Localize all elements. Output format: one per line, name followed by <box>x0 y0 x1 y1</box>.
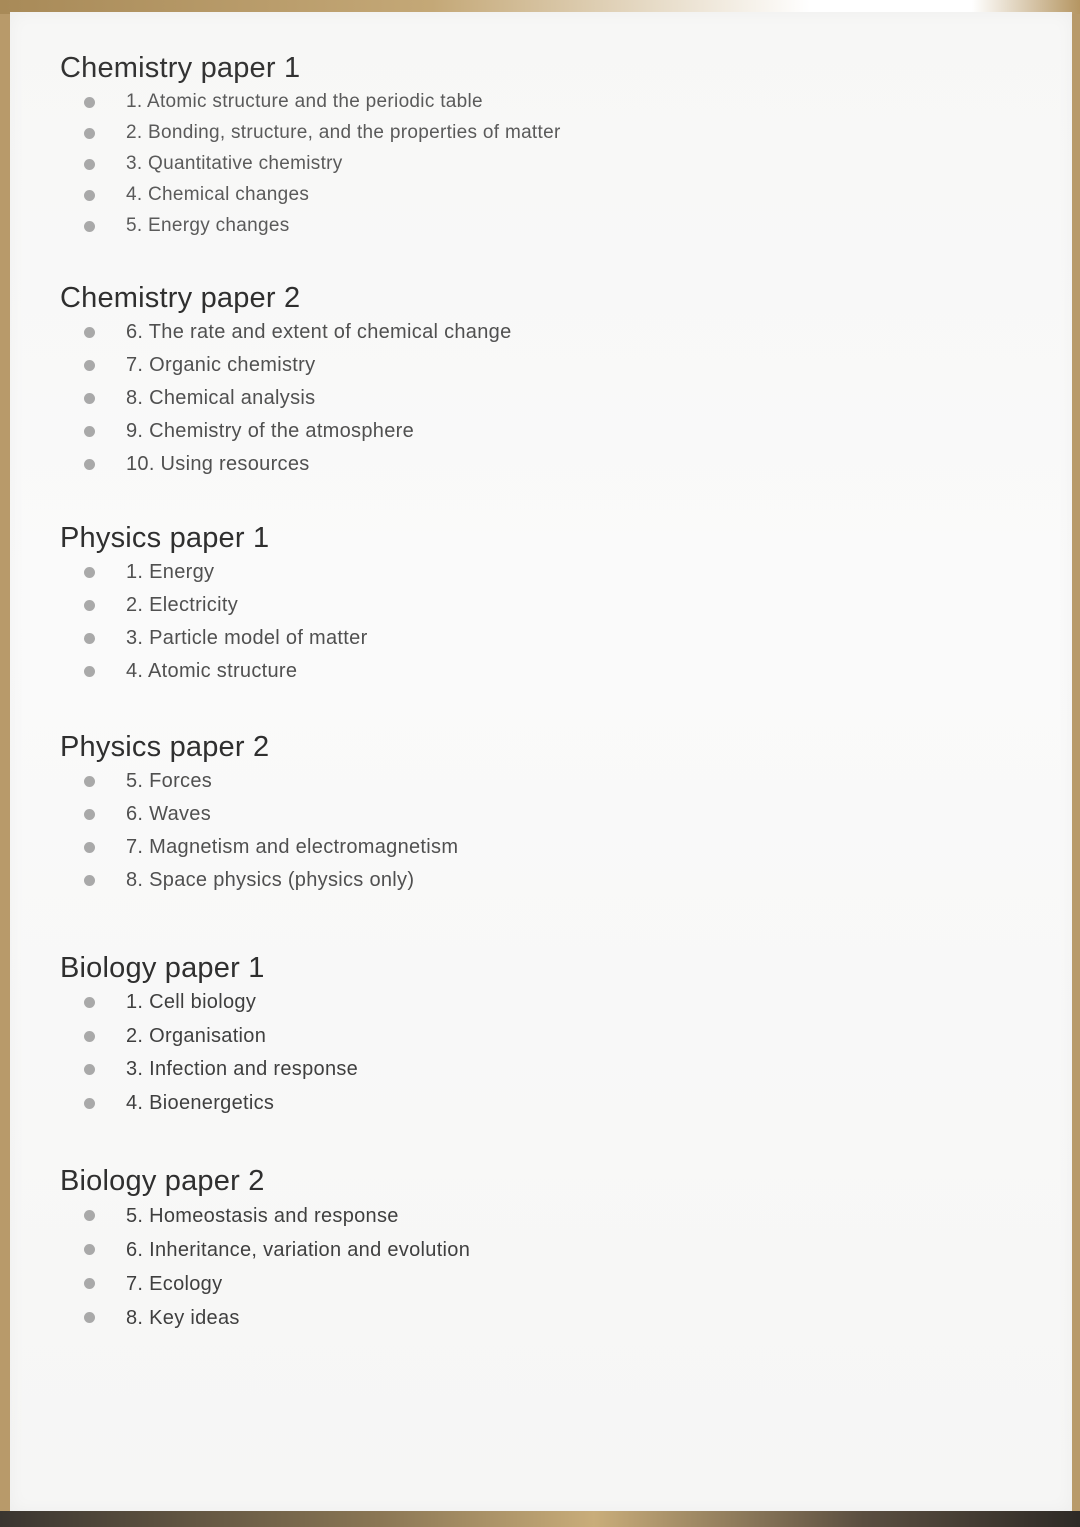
list-item <box>60 1087 358 1121</box>
list-item <box>60 655 368 688</box>
topic-label: 4. Chemical changes <box>126 184 310 205</box>
topic-label: 3. Particle model of matter <box>126 627 368 649</box>
list-item <box>60 798 458 831</box>
list-item <box>60 210 561 241</box>
bullet-icon <box>84 1031 95 1042</box>
bullet-icon <box>84 1064 95 1075</box>
bullet-icon <box>84 393 95 404</box>
list-item <box>60 415 512 448</box>
bullet-icon <box>84 97 95 108</box>
bullet-icon <box>84 327 95 338</box>
topic-label: 1. Cell biology <box>126 991 257 1013</box>
bullet-icon <box>84 1312 95 1323</box>
topic-list <box>60 316 512 481</box>
list-item <box>60 448 512 481</box>
bullet-icon <box>84 1210 95 1221</box>
bullet-icon <box>84 875 95 886</box>
list-item <box>60 1199 470 1233</box>
bullet-icon <box>84 666 95 677</box>
topic-label: 5. Forces <box>126 770 213 792</box>
bullet-icon <box>84 1098 95 1109</box>
list-item <box>60 117 561 148</box>
bullet-icon <box>84 633 95 644</box>
bullet-icon <box>84 221 95 232</box>
topic-label: 4. Atomic structure <box>126 660 298 682</box>
topic-label: 3. Quantitative chemistry <box>126 153 343 174</box>
topic-label: 2. Organisation <box>126 1024 267 1047</box>
photo-background-bottom <box>0 1511 1080 1527</box>
topic-label: 4. Bioenergetics <box>126 1091 275 1114</box>
topic-list <box>60 556 368 688</box>
topic-label: 2. Electricity <box>126 594 239 616</box>
bullet-icon <box>84 567 95 578</box>
list-item <box>60 556 368 589</box>
bullet-icon <box>84 1278 95 1289</box>
topic-label: 1. Atomic structure and the periodic table <box>126 91 483 112</box>
topic-label: 9. Chemistry of the atmosphere <box>126 420 415 442</box>
paper-sheet <box>10 12 1072 1512</box>
topic-label: 8. Key ideas <box>126 1307 240 1329</box>
topic-label: 2. Bonding, structure, and the properties of matter <box>126 122 561 143</box>
topic-label: 10. Using resources <box>126 453 310 475</box>
section-heading: Chemistry paper 1 <box>60 52 301 84</box>
list-item <box>60 622 368 655</box>
topic-label: 5. Homeostasis and response <box>126 1205 399 1227</box>
list-item <box>60 148 561 179</box>
list-item <box>60 1020 358 1054</box>
topic-label: 7. Ecology <box>126 1273 223 1295</box>
bullet-icon <box>84 459 95 470</box>
list-item <box>60 86 561 117</box>
bullet-icon <box>84 842 95 853</box>
bullet-icon <box>84 426 95 437</box>
list-item <box>60 349 512 382</box>
topic-label: 1. Energy <box>126 561 215 583</box>
topic-label: 6. Inheritance, variation and evolution <box>126 1239 471 1261</box>
topic-list <box>60 986 358 1120</box>
topic-label: 6. The rate and extent of chemical change <box>126 321 512 343</box>
topic-list <box>60 86 561 241</box>
bullet-icon <box>84 159 95 170</box>
topic-label: 8. Space physics (physics only) <box>126 869 415 891</box>
topic-list <box>60 765 458 897</box>
topic-label: 5. Energy changes <box>126 215 290 236</box>
section-physics-paper-1 <box>60 520 368 688</box>
list-item <box>60 589 368 622</box>
topic-label: 6. Waves <box>126 803 212 825</box>
section-heading: Biology paper 2 <box>60 1165 265 1197</box>
section-heading: Biology paper 1 <box>60 952 265 984</box>
section-biology-paper-1 <box>60 950 358 1120</box>
section-chemistry-paper-1 <box>60 50 561 241</box>
list-item <box>60 1233 470 1267</box>
section-chemistry-paper-2 <box>60 280 512 481</box>
bullet-icon <box>84 600 95 611</box>
list-item <box>60 1053 358 1087</box>
section-heading: Chemistry paper 2 <box>60 282 301 314</box>
list-item <box>60 1301 470 1335</box>
section-heading: Physics paper 1 <box>60 522 270 554</box>
topic-label: 3. Infection and response <box>126 1058 359 1080</box>
topic-label: 7. Magnetism and electromagnetism <box>126 836 459 858</box>
bullet-icon <box>84 128 95 139</box>
bullet-icon <box>84 190 95 201</box>
bullet-icon <box>84 776 95 787</box>
list-item <box>60 831 458 864</box>
list-item <box>60 382 512 415</box>
topic-label: 7. Organic chemistry <box>126 354 316 376</box>
topic-label: 8. Chemical analysis <box>126 387 316 409</box>
bullet-icon <box>84 997 95 1008</box>
section-biology-paper-2 <box>60 1163 470 1335</box>
list-item <box>60 316 512 349</box>
section-physics-paper-2 <box>60 729 458 897</box>
bullet-icon <box>84 1244 95 1255</box>
list-item <box>60 864 458 897</box>
section-heading: Physics paper 2 <box>60 731 270 763</box>
topic-list <box>60 1199 470 1335</box>
bullet-icon <box>84 809 95 820</box>
bullet-icon <box>84 360 95 371</box>
list-item <box>60 986 358 1020</box>
list-item <box>60 179 561 210</box>
list-item <box>60 765 458 798</box>
list-item <box>60 1267 470 1301</box>
